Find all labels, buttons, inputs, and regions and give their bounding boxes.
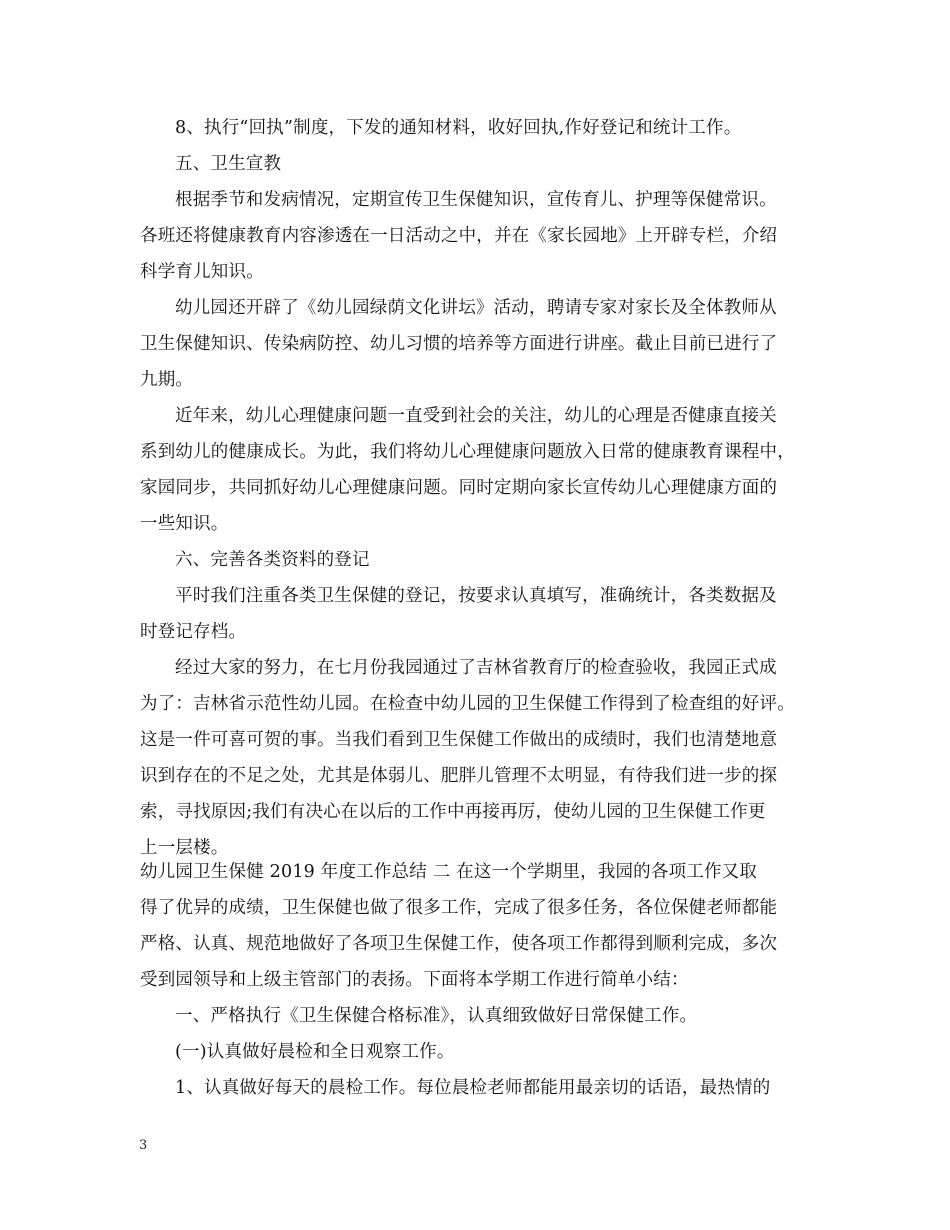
text-line: 系到幼儿的健康成长。为此，我们将幼儿心理健康问题放入日常的健康教育课程中， (140, 442, 795, 462)
text-line: 一些知识。 (140, 514, 229, 534)
subsection-heading: (一)认真做好晨检和全日观察工作。 (175, 1042, 455, 1062)
text-line: 时登记存档。 (140, 622, 247, 642)
text-line: 1、认真做好每天的晨检工作。每位晨检老师都能用最亲切的话语，最热情的 (175, 1078, 771, 1098)
text-line: 8、执行“回执”制度，下发的通知材料，收好回执,作好登记和统计工作。 (175, 118, 742, 138)
text-line: 经过大家的努力，在七月份我园通过了吉林省教育厅的检查验收，我园正式成 (175, 658, 777, 678)
section-heading: 一、严格执行《卫生保健合格标准》，认真细致做好日常保健工作。 (175, 1006, 698, 1026)
title-line: 幼儿园卫生保健 2019 年度工作总结 二 在这一个学期里，我园的各项工作又取 (140, 862, 758, 882)
text-line: 识到存在的不足之处，尤其是体弱儿、肥胖儿管理不太明显，有待我们进一步的探 (140, 766, 778, 786)
text-line: 平时我们注重各类卫生保健的登记，按要求认真填写，准确统计，各类数据及 (175, 586, 777, 606)
text-line: 这是一件可喜可贺的事。当我们看到卫生保健工作做出的成绩时，我们也清楚地意 (140, 730, 778, 750)
section-heading: 五、卫生宣教 (175, 154, 282, 174)
text-line: 为了：吉林省示范性幼儿园。在检查中幼儿园的卫生保健工作得到了检查组的好评。 (140, 694, 795, 714)
text-line: 幼儿园还开辟了《幼儿园绿荫文化讲坛》活动，聘请专家对家长及全体教师从 (175, 298, 777, 318)
text-line: 根据季节和发病情况，定期宣传卫生保健知识，宣传育儿、护理等保健常识。 (175, 190, 777, 210)
text-line: 严格、认真、规范地做好了各项卫生保健工作，使各项工作都得到顺利完成，多次 (140, 934, 778, 954)
text-line: 家园同步，共同抓好幼儿心理健康问题。同时定期向家长宣传幼儿心理健康方面的 (140, 478, 778, 498)
text-line: 各班还将健康教育内容渗透在一日活动之中，并在《家长园地》上开辟专栏，介绍 (140, 226, 778, 246)
page-number: 3 (139, 1138, 148, 1153)
section-heading: 六、完善各类资料的登记 (175, 550, 370, 570)
text-line: 卫生保健知识、传染病防控、幼儿习惯的培养等方面进行讲座。截止目前已进行了 (140, 334, 778, 354)
text-line: 九期。 (140, 370, 194, 390)
text-line: 索，寻找原因;我们有决心在以后的工作中再接再厉，使幼儿园的卫生保健工作更 (140, 802, 766, 822)
text-line: 近年来，幼儿心理健康问题一直受到社会的关注，幼儿的心理是否健康直接关 (175, 406, 777, 426)
text-line: 得了优异的成绩，卫生保健也做了很多工作，完成了很多任务，各位保健老师都能 (140, 898, 778, 918)
text-line: 科学育儿知识。 (140, 262, 264, 282)
text-line: 受到园领导和上级主管部门的表扬。下面将本学期工作进行简单小结： (140, 970, 689, 990)
text-line: 上一层楼。 (140, 838, 229, 858)
